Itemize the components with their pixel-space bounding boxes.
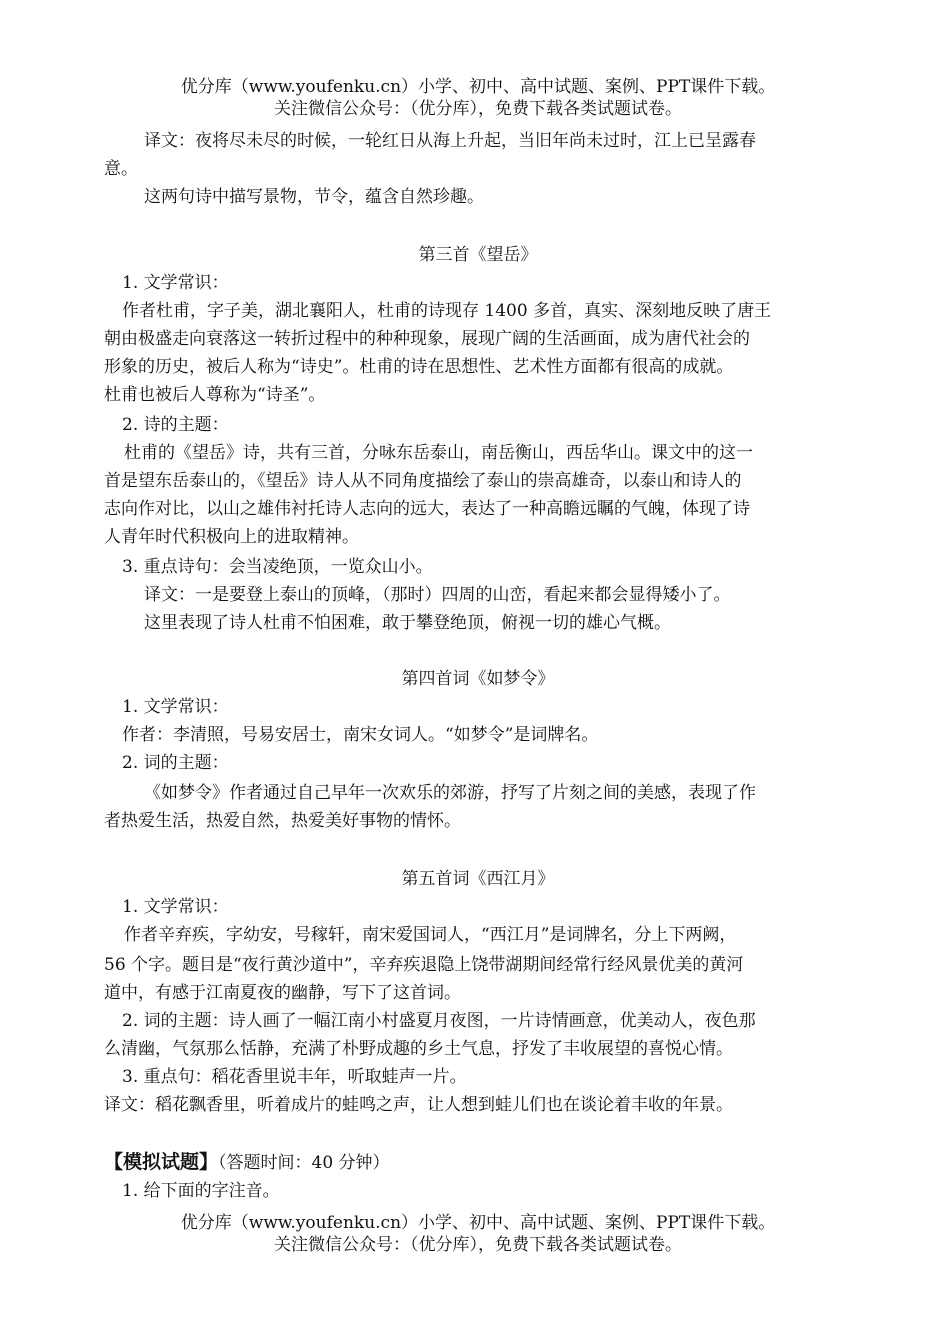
- paragraph-line: 译文：一是要登上泰山的顶峰，（那时）四周的山峦，看起来都会显得矮小了。: [144, 585, 731, 605]
- list-item-label: 1. 文学常识：: [122, 897, 229, 917]
- paragraph-line: 《如梦令》作者通过自己早年一次欢乐的郊游，抒写了片刻之间的美感，表现了作: [144, 783, 756, 803]
- list-item-label: 3. 重点诗句：会当凌绝顶，一览众山小。: [122, 557, 433, 577]
- paragraph-line: 意。: [104, 159, 138, 179]
- paragraph-line: 人青年时代积极向上的进取精神。: [104, 527, 359, 547]
- footer-line-1: 优分库（www.youfenku.cn）小学、初中、高中试题、案例、PPT课件下载。: [180, 1213, 776, 1233]
- paragraph-line: 志向作对比，以山之雄伟衬托诗人志向的远大，表达了一种高瞻远瞩的气魄，体现了诗: [104, 499, 750, 519]
- paragraph-line: 译文：夜将尽未尽的时候，一轮红日从海上升起，当旧年尚未过时，江上已呈露春: [144, 131, 756, 151]
- paragraph-line: 朝由极盛走向衰落这一转折过程中的种种现象，展现广阔的生活画面，成为唐代社会的: [104, 329, 750, 349]
- paragraph-line: 这里表现了诗人杜甫不怕困难，敢于攀登绝顶，俯视一切的雄心气概。: [144, 613, 671, 633]
- paragraph-line: 者热爱生活，热爱自然，热爱美好事物的情怀。: [104, 811, 461, 831]
- paragraph-line: 56 个字。题目是“夜行黄沙道中”，辛弃疾退隐上饶带湖期间经常行经风景优美的黄河: [104, 955, 744, 975]
- paragraph-line: 杜甫也被后人尊称为“诗圣”。: [104, 385, 326, 405]
- paragraph-line: 这两句诗中描写景物，节令，蕴含自然珍趣。: [144, 187, 484, 207]
- paragraph-line: 作者：李清照，号易安居士，南宋女词人。“如梦令”是词牌名。: [122, 725, 599, 745]
- paragraph-line: 道中，有感于江南夏夜的幽静，写下了这首词。: [104, 983, 461, 1003]
- paragraph-line: 杜甫的《望岳》诗，共有三首，分咏东岳泰山，南岳衡山，西岳华山。课文中的这一: [124, 443, 753, 463]
- list-item-label: 1. 文学常识：: [122, 273, 229, 293]
- section-heading: 第三首《望岳》: [418, 245, 538, 265]
- paragraph-line: 作者辛弃疾，字幼安，号稼轩，南宋爱国词人，“西江月”是词牌名，分上下两阙，: [124, 925, 737, 945]
- header-line-1: 优分库（www.youfenku.cn）小学、初中、高中试题、案例、PPT课件下载。: [180, 77, 776, 97]
- section-heading: 第四首词《如梦令》: [401, 669, 555, 689]
- paragraph-line: 作者杜甫，字子美，湖北襄阳人，杜甫的诗现存 1400 多首，真实、深刻地反映了唐王: [122, 301, 772, 321]
- list-item-label: 1. 文学常识：: [122, 697, 229, 717]
- header-line-2: 关注微信公众号：（优分库），免费下载各类试题试卷。: [274, 99, 682, 119]
- paragraph-line: 译文：稻花飘香里，听着成片的蛙鸣之声，让人想到蛙儿们也在谈论着丰收的年景。: [104, 1095, 733, 1115]
- paragraph-line: 么清幽，气氛那么恬静，充满了朴野成趣的乡土气息，抒发了丰收展望的喜悦心情。: [104, 1039, 733, 1059]
- paragraph-line: 形象的历史，被后人称为“诗史”。杜甫的诗在思想性、艺术性方面都有很高的成就。: [104, 357, 734, 377]
- quiz-title: 【模拟试题】: [104, 1151, 219, 1173]
- quiz-time-note: （答题时间：40 分钟）: [218, 1153, 390, 1173]
- paragraph-line: 2. 词的主题：诗人画了一幅江南小村盛夏月夜图，一片诗情画意，优美动人，夜色那: [122, 1011, 756, 1031]
- footer-line-2: 关注微信公众号：（优分库），免费下载各类试题试卷。: [274, 1235, 682, 1255]
- list-item-label: 3. 重点句：稻花香里说丰年，听取蛙声一片。: [122, 1067, 467, 1087]
- list-item-label: 2. 词的主题：: [122, 753, 229, 773]
- quiz-question: 1. 给下面的字注音。: [122, 1181, 280, 1201]
- quiz-heading: [104, 1149, 852, 1175]
- paragraph-line: 首是望东岳泰山的，《望岳》诗人从不同角度描绘了泰山的崇高雄奇，以泰山和诗人的: [104, 471, 742, 491]
- list-item-label: 2. 诗的主题：: [122, 415, 229, 435]
- section-heading: 第五首词《西江月》: [401, 869, 555, 889]
